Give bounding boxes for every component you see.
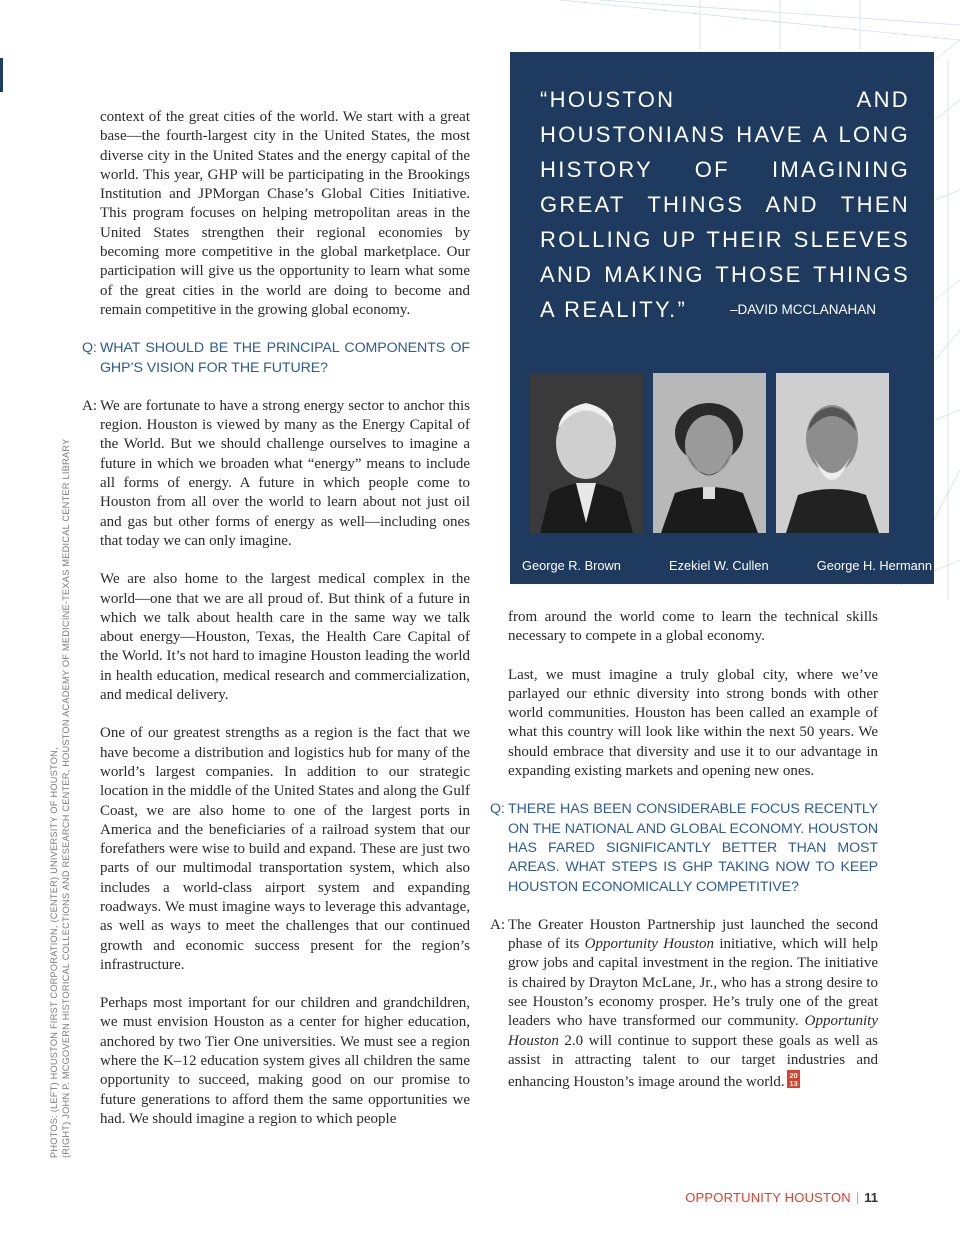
answer-label: A:	[490, 916, 505, 933]
caption-ezekiel-w-cullen: Ezekiel W. Cullen	[669, 558, 769, 573]
answer-emphasis-2: Opportunity Houston	[508, 1013, 878, 1049]
photo-credit-line-2: (RIGHT) JOHN P. MCGOVERN HISTORICAL COLLECTIONS AND RESEARCH CENTER, HOUSTON ACADEMY OF MEDICINE-TEXAS MEDICAL CENTER LIBRARY	[61, 438, 71, 1158]
answer-paragraph-4: Perhaps most important for our children and grandchildren, we must envision Houston as a center for higher education, anchored by two Tier One universities. We must see a region where the K–12 education system gives all children the same opportunity to succeed, making good on our promise to future generations to afford them the same opportunities we had. We should imagine a region to which people	[100, 995, 470, 1127]
answer-text	[508, 916, 878, 1093]
page-edge-marker	[0, 58, 3, 92]
photo-credit-line-1: PHOTOS: (LEFT) HOUSTON FIRST CORPORATION, (CENTER) UNIVERSITY OF HOUSTON,	[49, 747, 59, 1158]
question-text: WHAT SHOULD BE THE PRINCIPAL COMPONENTS OF GHP’S VISION FOR THE FUTURE?	[100, 340, 470, 376]
question-1	[82, 339, 470, 378]
answer-2	[490, 916, 878, 1093]
portrait-george-r-brown	[530, 373, 643, 533]
last-paragraph: Last, we must imagine a truly global city, where we’ve parlayed our ethnic diversity into strong bonds with other world communities. Houston has been called an example of what this country will look like within the next 50 years. We should embrace that diversity and use it to our advantage in expanding existing markets and opening new ones.	[508, 666, 878, 780]
page-footer	[685, 1190, 878, 1205]
answer-label: A:	[82, 397, 97, 414]
caption-george-h-hermann: George H. Hermann	[816, 558, 932, 573]
portrait-george-h-hermann	[776, 373, 889, 533]
answer-paragraph-2: We are also home to the largest medical complex in the world—one that we are all proud of. But think of a future in which we talk about health care in the same way we talk about energy—Houston, Texas, the Health Care Capital of the World. It’s not hard to imagine Houston leading the world in health education, medical research and commercialization, and medical delivery.	[100, 571, 470, 704]
question-2	[490, 800, 878, 896]
answer-part-3: 2.0 will continue to support these goals as well as assist in attracting talent to our target industries and enhancing Houston’s image around the world.	[508, 1032, 878, 1091]
continued-paragraph: from around the world come to learn the technical skills necessary to compete in a global economy.	[508, 609, 878, 645]
right-column	[490, 608, 878, 1112]
answer-1	[82, 397, 470, 551]
page-number: 11	[864, 1190, 878, 1205]
end-mark-bottom: 13	[788, 1079, 798, 1089]
portrait-captions	[522, 558, 932, 573]
end-mark-top: 20	[788, 1071, 798, 1081]
pull-quote-attribution: –DAVID MCCLANAHAN	[729, 302, 876, 317]
intro-paragraph: context of the great cities of the world. We start with a great base—the fourth-largest city in the United States, the most diverse city in the United States and the energy capital of the world. This year, GHP will be participating in the Brookings Institution and JPMorgan Chase’s Global Cities Initiative. This program focuses on helping metropolitan areas in the United States strengthen their regional economies by becoming more competitive in the global marketplace. Our participation will give us the opportunity to learn what some of the great cities in the world are doing to become and remain competitive in the growing global economy.	[100, 109, 470, 318]
photo-credit	[48, 418, 72, 1158]
left-column	[82, 108, 470, 1148]
footer-separator: |	[855, 1190, 860, 1205]
answer-part-1: The Greater Houston Partnership just launched the second phase of its	[508, 916, 878, 953]
portrait-row	[530, 373, 898, 533]
footer-brand: OPPORTUNITY HOUSTON	[685, 1190, 851, 1205]
answer-paragraph-1: We are fortunate to have a strong energy sector to anchor this region. Houston is viewed by many as the Energy Capital of the World. But we should challenge ourselves to imagine a future in which we broaden what “energy” means to include all forms of energy. A future in which people come to Houston from all over the world to learn about not just oil and gas but other forms of energy as well—including ones that today we can only imagine.	[100, 397, 470, 549]
answer-emphasis-1: Opportunity Houston	[584, 936, 715, 953]
portrait-ezekiel-w-cullen	[653, 373, 766, 533]
pull-quote-text: “HOUSTON AND HOUSTONIANS HAVE A LONG HISTORY OF IMAGINING GREAT THINGS AND THEN ROLLING UP THEIR SLEEVES AND MAKING THOSE THINGS A REALITY.”	[540, 87, 910, 322]
pull-quote-panel	[510, 52, 934, 584]
answer-paragraph-3: One of our greatest strengths as a region is the fact that we have become a distribution and logistics hub for many of the world’s largest companies. In addition to our strategic location in the middle of the United States and along the Gulf Coast, we are also home to one of the largest ports in America and the beneficiaries of a railroad system that our forefathers were wise to build and expand. These are just two parts of our multimodal transportation system, which also includes a world-class airport system and expanding roadways. We must imagine ways to leverage this advantage, as well as ways to meet the challenges that our continued growth and economic success present for the region’s infrastructure.	[100, 725, 470, 973]
question-label: Q:	[490, 801, 505, 818]
question-label: Q:	[82, 340, 97, 357]
end-mark-icon	[787, 1070, 800, 1088]
question-text: THERE HAS BEEN CONSIDERABLE FOCUS RECENTLY ON THE NATIONAL AND GLOBAL ECONOMY. HOUSTON HAS FARED SIGNIFICANTLY BETTER THAN MOST AREAS. WHAT STEPS IS GHP TAKING NOW TO KEEP HOUSTON ECONOMICALLY COMPETITIVE?	[508, 801, 878, 895]
answer-part-2: initiative, which will help grow jobs and capital investment in the region. The initiative is chaired by Drayton McLane, Jr., who has a strong desire to see Houston’s economy prosper. He’s truly one of the great leaders who have transformed our community.	[508, 936, 879, 1030]
caption-george-r-brown: George R. Brown	[522, 558, 621, 573]
